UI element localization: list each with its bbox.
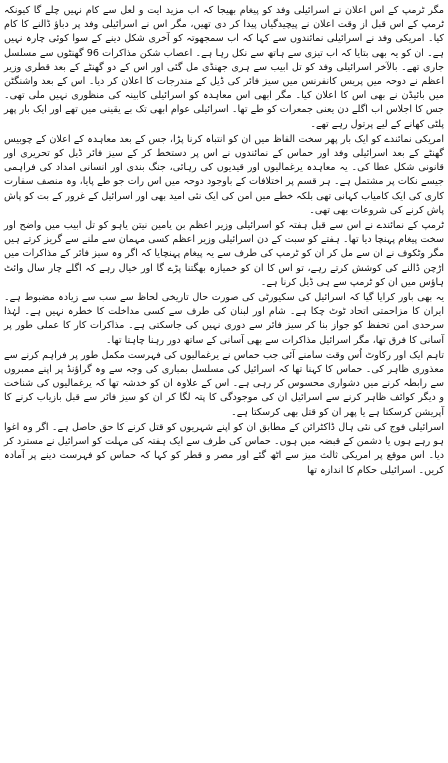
article-paragraph-1: مگر ٹرمپ کے اس اعلان نے اسرائیلی وفد کو پیغام بھیجا کہ اب مزید ایت و لعل سے کام نہیں چلے گا کیونکہ ٹرمپ کے اس قبل از وقت اعلان نے پیچیدگیاں پیدا کر دی تھیں، مگر اس نے اسرائیلی وفد پر دباؤ ڈالنے کا کام کیا۔ امریکی وفد نے اسرائیلی نمائندوں سے کہا کہ اب سمجھوتہ کو آخری شکل دینے کے سوا کوئی چارہ نہیں ہے۔ ان کو یہ بھی بتایا کہ اب تیزی سے ہاتھ سے نکل رہا ہے۔ اعصاب شکن مذاکرات 96 گھنٹوں سے مسلسل جاری تھے۔ بالآخر اسرائیلی وفد کو تل ابیب سے ہری جھنڈی مل گئی اور اس کے دو گھنٹے کے بعد قطری وزیر اعظم نے دوحہ میں پریس کانفرنس میں سیز فائر کی ڈیل کے مندرجات کا اعلان کر دیا۔ اس کے بعد واشنگٹن میں بائیڈن نے بھی اس کا اعلان کیا۔ مگر ابھی اس معاہدہ کو اسرائیلی کابینہ کی منظوری نہیں ملی تھی۔ جس کا اجلاس اب اگلے دن یعنی جمعرات کو طے تھا۔ اسرائیلی عوام ابھی تک بے یقینی میں تھے اور ایک بار پھر پلٹی کھانے کے لیے پرتول رہے تھے۔: [4, 5, 444, 130]
article-paragraph-3: ٹرمپ کے نمائندے نے اس سے قبل ہفتہ کو اسرائیلی وزیر اعظم بن یامین نیتن یاہو کو تل ابیب میں واضح اور سخت پیغام پہنچا دیا تھا۔ ہفتے کو سبت کے دن اسرائیلی وزیر اعظم کسی مہمان سے ملنے سے گریز کرتے ہیں مگر وٹکوف نے ان سے مل کر ان کو ٹرمپ کی طرف سے یہ پیغام پہنچایا کہ اگر وہ سیز فائر کے مذاکرات میں اڑچن ڈالنے کی کوشش کرتے رہے، تو اس کا ان کو خمیازہ بھگتنا پڑے گا اور خیال رہے کہ اگلے چار سال وائٹ ہاؤس میں ان کو ٹرمپ سے ہی ڈیل کرنا ہے۔: [4, 220, 444, 288]
article-paragraph-4: یہ بھی باور کرایا گیا کہ اسرائیل کی سکیورٹی کی صورت حال تاریخی لحاظ سے سب سے زیادہ مضبوط ہے۔ ایران کا مزاحمتی اتحاد ٹوٹ چکا ہے۔ شام اور لبنان کی طرف سے کسی مداخلت کا خطرہ نہیں ہے۔ لہٰذا سرحدی امن تحفظ کو جواز بنا کر سیز فائر سے دوری نہیں کی جاسکتی ہے۔ مذاکرات کار کا عملی طور پر آسانی کا فرق تھا، مگر اسرائیل مذاکرات سے بھی آسانی کے ساتھ دور رہنا چاہتا تھا۔: [4, 292, 444, 346]
article-page: [4, 4, 444, 755]
article-paragraph-5: تاہم ایک اور رکاوٹ اُس وقت سامنے آئی جب حماس نے یرغمالیوں کی فہرست مکمل طور پر فراہم کرنے سے معذوری ظاہر کی۔ حماس کا کہنا تھا کہ اسرائیل کی مسلسل بمباری کی وجہ سے وہ گراؤنڈ پر اپنے ممبروں سے رابطہ کرنے میں دشواری محسوس کر رہی ہے۔ اس کے علاوہ ان کو خدشہ تھا کہ یرغمالیوں کی شناخت و دیگر کوائف ظاہر کرنے سے اسرائیل ان کی موجودگی کا پتہ لگا کر ان کو سیز فائر سے قبل بازیاب کرنے کا آپریشن کرسکتا ہے یا پھر ان کو قتل بھی کرسکتا ہے۔: [4, 349, 444, 418]
article-paragraph-6: اسرائیلی فوج کی نئی ہال ڈاکٹرائن کے مطابق ان کو اپنے شہریوں کو قتل کرنے کا حق حاصل ہے۔ اگر وہ اغوا ہو رہے ہوں یا دشمن کے قبضہ میں ہوں۔ حماس کی طرف سے ایک ہفتہ کی مہلت کو اسرائیل نے مسترد کر دیا۔ اس موقع پر امریکی ثالث میز سے اٹھ گئے اور مصر و قطر کو کہا کہ حماس کو فہرست دینے پر آمادہ کریں۔ اسرائیلی حکام کا اندازہ تھا: [4, 421, 444, 476]
article-paragraph-2: امریکی نمائندے کو ایک بار پھر سخت الفاظ میں ان کو انتباہ کرنا پڑا، جس کے بعد معاہدہ کے اعلان کے چوبیس گھنٹے کے بعد اسرائیلی وفد اور حماس کے نمائندوں نے اس پر دستخط کر کے سیز فائر ڈیل کو تحریری اور قانونی شکل عطا کی۔ یہ معاہدہ یرغمالیوں اور قیدیوں کی رہائی، جنگ بندی اور انسانی امداد کی فراہمی جیسے نکات پر مشتمل ہے۔ ہر قسم پر اختلافات کے باوجود دوحہ میں اس رات جو طے پایا، وہ منصف سفارت کاری کی ایک کامیاب کہانی تھی بلکہ خطے میں امن کی ایک نئی امید بھی اور اسرائیل کے غرور کے بت کو پاش پاش کرنے کی شروعات بھی تھی۔: [4, 133, 444, 216]
